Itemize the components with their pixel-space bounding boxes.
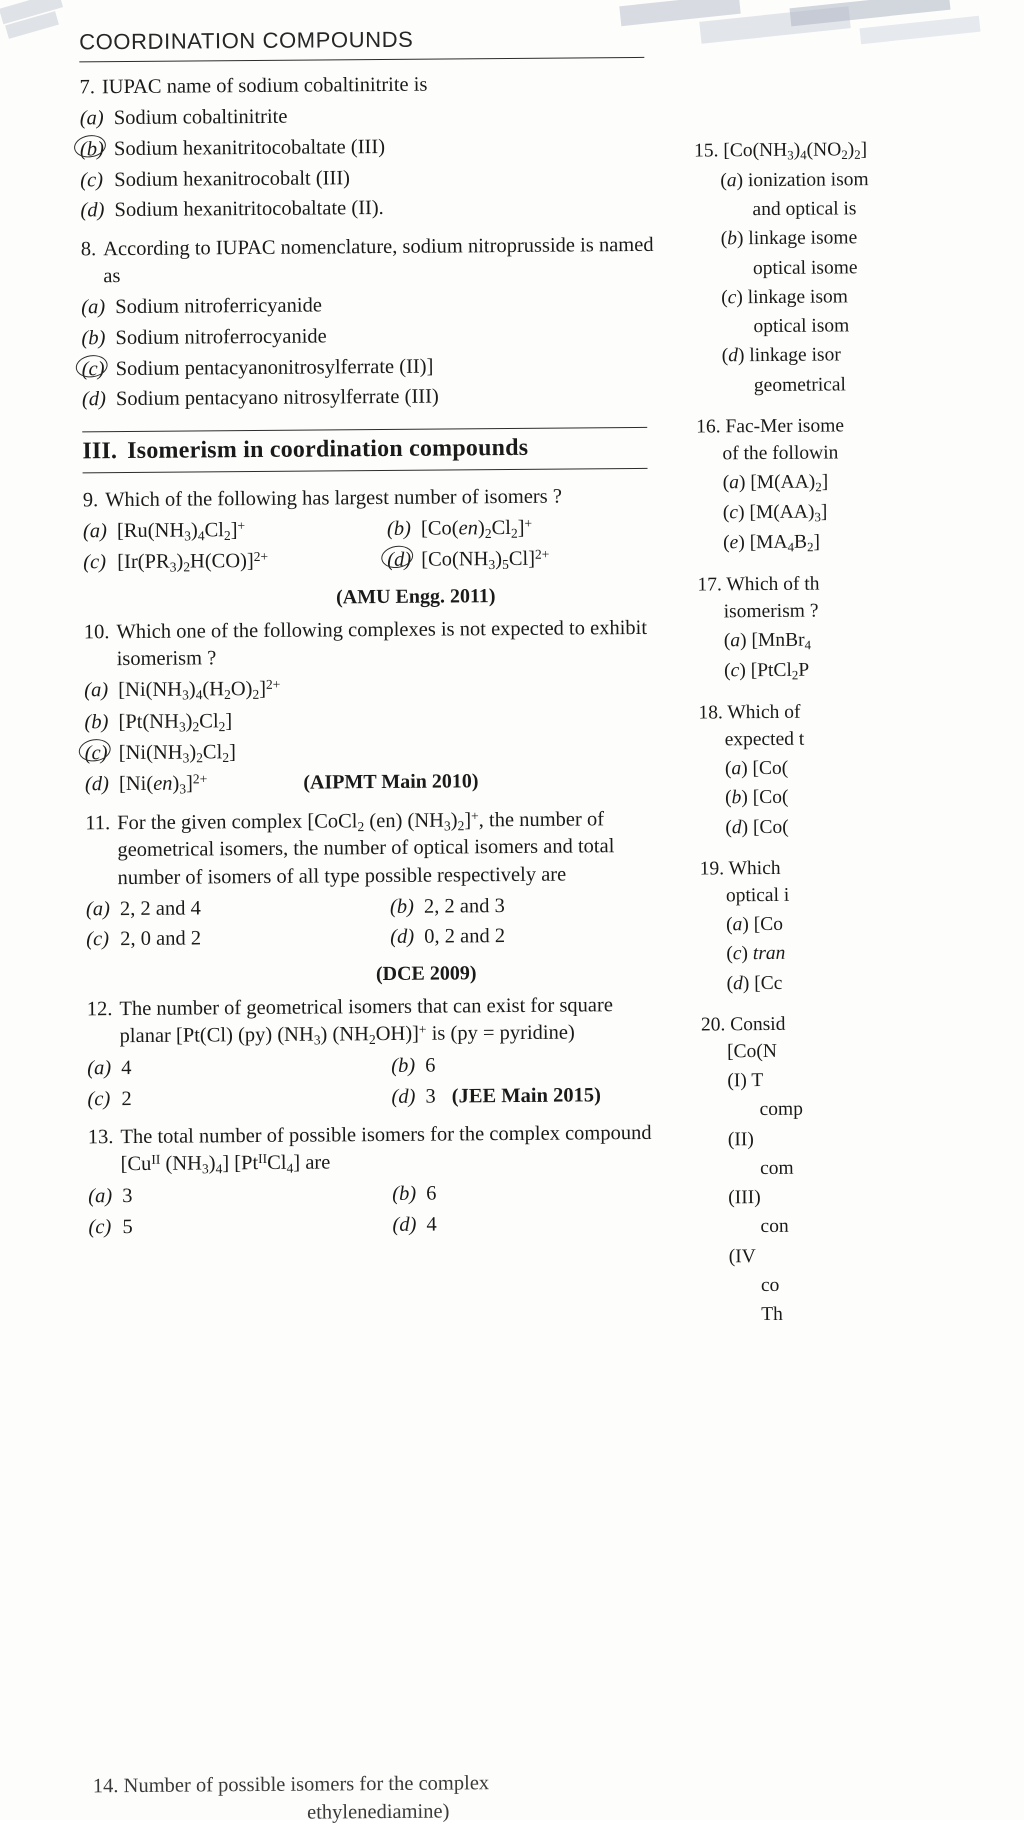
option-text: 0, 2 and 2: [424, 925, 506, 949]
section-title: Isomerism in coordination compounds: [127, 434, 529, 465]
right-column-line: (a) [Co(: [724, 757, 789, 780]
right-column-line: optical isom: [753, 315, 850, 338]
right-column-line: and optical is: [752, 198, 857, 221]
option-label: (b): [81, 327, 106, 350]
option-label: (c): [83, 551, 107, 574]
option-label: (d): [387, 545, 411, 576]
option-text: 6: [425, 1054, 436, 1077]
question-12: [87, 992, 667, 1051]
option-label: (b): [391, 1054, 416, 1077]
option[interactable]: [387, 512, 663, 545]
right-column-line: 16. Fac-Mer isome: [696, 415, 845, 438]
question-number: 7.: [79, 76, 95, 99]
right-column-line: 17. Which of th: [697, 573, 820, 596]
option-text: 4: [426, 1213, 437, 1236]
option-label: (c): [80, 168, 104, 191]
right-column-line: (d) linkage isor: [721, 344, 841, 367]
option[interactable]: [85, 733, 665, 769]
option-text: Sodium nitroferrocyanide: [115, 325, 327, 349]
section-roman: III.: [82, 438, 118, 465]
option-text: 2, 2 and 3: [423, 894, 505, 918]
option[interactable]: [87, 1051, 387, 1084]
option[interactable]: [81, 288, 661, 323]
right-column-line: 19. Which: [699, 857, 781, 880]
option-label: (a): [87, 1056, 112, 1080]
options-8: [81, 288, 662, 416]
options-7: [80, 99, 661, 227]
option-label: (c): [85, 738, 108, 769]
option[interactable]: [82, 349, 662, 384]
option[interactable]: [80, 191, 660, 226]
right-column-line: (IV: [728, 1245, 756, 1267]
option[interactable]: [80, 99, 660, 134]
right-column-line: (d) [Cc: [726, 972, 783, 994]
right-column-line: expected t: [724, 728, 805, 751]
options-10: [84, 671, 665, 800]
right-column-line: isomerism ?: [723, 600, 819, 623]
right-column-line: (II): [727, 1128, 754, 1150]
question-number: 11.: [85, 811, 111, 835]
options-11: [86, 889, 666, 955]
option-text: 5: [122, 1215, 133, 1238]
option[interactable]: [387, 543, 663, 576]
option-label: (a): [81, 296, 106, 319]
option-label: (a): [82, 520, 108, 543]
right-column-line: geometrical: [753, 373, 847, 396]
right-column-line: (a) [MnBr$_4$: [723, 629, 812, 653]
option[interactable]: [83, 545, 383, 578]
option-text: Sodium pentacyano nitrosylferrate (III): [115, 385, 439, 411]
question-number: 8.: [80, 238, 97, 261]
right-column-line: com: [759, 1157, 794, 1179]
right-column-line: (a) ionization isom: [720, 169, 869, 192]
option-label: (d): [392, 1213, 417, 1236]
option-label: (b): [80, 134, 104, 165]
question-10: [84, 615, 664, 674]
option-text: 2, 2 and 4: [119, 897, 201, 920]
option-label: (a): [84, 679, 109, 702]
option-text: Sodium hexanitritocobaltate (II).: [114, 197, 384, 222]
right-column-line: optical isome: [752, 256, 858, 279]
bottom-cut-line-1: 14. Number of possible isomers for the complex: [92, 1772, 490, 1798]
right-column-line: (a) [Co: [726, 913, 784, 936]
right-column-line: optical i: [725, 884, 790, 907]
option[interactable]: [390, 889, 666, 922]
option-formula: $[Ir(PR_3)_2H(CO)]^{2+}$: [117, 549, 269, 575]
question-text: For the given complex [CoCl$_2$ (en) $(NH_3)_2]^+$, the number of geometrical isomers, the number of optical isomers and total number of isomers of all type possible respectively are: [117, 808, 615, 889]
question-number: 10.: [83, 621, 110, 644]
option[interactable]: [391, 1049, 667, 1082]
right-column-line: co: [760, 1274, 780, 1296]
option[interactable]: [84, 671, 664, 707]
right-column-line: comp: [759, 1099, 803, 1121]
question-13: [88, 1120, 668, 1179]
option[interactable]: [392, 1177, 668, 1210]
question-8: [81, 232, 661, 291]
option-label: (c): [87, 1087, 111, 1110]
option[interactable]: [88, 1179, 388, 1212]
options-12: [87, 1049, 667, 1115]
right-column-line: (d) [Co(: [725, 816, 789, 838]
option-label: (b): [389, 895, 414, 918]
right-column-line: 18. Which of: [698, 701, 801, 724]
option[interactable]: [85, 764, 665, 800]
right-column-line: of the followin: [722, 442, 839, 465]
option-label: (a): [79, 107, 104, 130]
option-text: 6: [426, 1182, 437, 1205]
right-column-line: 20. Consid: [700, 1013, 786, 1036]
right-column-cropped: [694, 136, 1006, 1698]
option-label: (a): [85, 897, 110, 920]
option-label: (c): [82, 354, 105, 385]
option-text: 4: [121, 1056, 132, 1079]
section-heading: [82, 427, 647, 473]
question-text: IUPAC name of sodium cobaltinitrite is: [101, 73, 428, 99]
option-text: 2: [121, 1087, 132, 1110]
option[interactable]: [83, 514, 383, 547]
right-column-line: 15. $[Co(NH_3)_4(NO_2)_2]$: [693, 139, 868, 163]
option[interactable]: [391, 1079, 667, 1112]
option-label: (a): [88, 1185, 113, 1208]
right-column-line: [Co(N: [727, 1040, 778, 1063]
option-text: 3: [122, 1185, 133, 1208]
option-text: Sodium hexanitritocobaltate (III): [113, 135, 386, 160]
option-formula: $[Ni(NH_3)_2Cl_2]$: [118, 740, 236, 765]
page-title: COORDINATION COMPOUNDS: [79, 25, 644, 62]
option[interactable]: [390, 920, 666, 953]
bottom-cut-line-2: ethylenediamine): [306, 1800, 450, 1824]
source-citation: (JEE Main 2015): [451, 1083, 601, 1108]
right-column-line: (c) [PtCl$_2$P: [724, 659, 810, 683]
options-9: [83, 512, 663, 579]
question-text: Which of the following has largest number of isomers ?: [105, 485, 562, 512]
option-text: 3: [425, 1085, 436, 1108]
right-column-line: (c) $[M(AA)_3]$: [722, 501, 828, 525]
question-9: [83, 483, 663, 515]
right-column-line: Th: [761, 1304, 783, 1326]
option-formula: $[Ru(NH_3)_4Cl_2]^+$: [116, 518, 246, 544]
option[interactable]: [80, 130, 660, 165]
option-text: 2, 0 and 2: [120, 927, 202, 951]
option-label: (d): [390, 926, 415, 949]
option-formula: $[Co(en)_2Cl_2]^+$: [420, 515, 533, 542]
option[interactable]: [392, 1208, 668, 1241]
question-number: 12.: [86, 998, 113, 1021]
option-label: (b): [392, 1182, 417, 1206]
source-citation: (DCE 2009): [375, 962, 477, 986]
option-label: (d): [391, 1085, 416, 1108]
right-column-line: (b) [Co(: [725, 787, 789, 809]
option-formula: $[Ni(NH_3)_4(H_2O)_2]^{2+}$: [118, 677, 281, 703]
option[interactable]: [84, 702, 664, 738]
question-number: 9.: [82, 489, 99, 512]
right-column-line: (c) tran: [726, 943, 786, 965]
right-column-line: (a) $[M(AA)_2]$: [722, 471, 829, 495]
option-formula: $[Ni(en)_3]^{2+}$: [118, 770, 208, 797]
right-column-lines: [694, 136, 1003, 1330]
option-text: Sodium nitroferricyanide: [115, 294, 322, 319]
source-citation: (AIPMT Main 2010): [303, 769, 479, 794]
option-label: (c): [86, 928, 110, 951]
option-text: Sodium pentacyanonitrosylferrate (II)]: [115, 355, 434, 380]
option[interactable]: [81, 319, 661, 354]
question-11: [85, 806, 666, 892]
option[interactable]: [86, 892, 386, 925]
right-column-line: (b) linkage isome: [720, 227, 858, 250]
option-text: Sodium cobaltinitrite: [113, 105, 288, 130]
question-text: Which one of the following complexes is not expected to exhibit isomerism ?: [116, 617, 648, 671]
option-formula: $[Co(NH_3)_5Cl]^{2+}$: [421, 546, 550, 573]
option-label: (d): [84, 772, 109, 796]
right-column-line: (c) linkage isom: [721, 286, 849, 309]
option[interactable]: [86, 922, 386, 955]
question-7: [79, 70, 659, 102]
right-column-line: (III): [728, 1187, 761, 1209]
option-label: (b): [386, 517, 411, 541]
option-label: (d): [80, 199, 105, 222]
option-text: Sodium hexanitrocobalt (III): [114, 166, 351, 191]
question-text: According to IUPAC nomenclature, sodium nitroprusside is named as: [103, 233, 654, 288]
option-label: (d): [81, 388, 106, 411]
option-label: (c): [88, 1216, 112, 1239]
option[interactable]: [88, 1210, 388, 1243]
right-column-line: con: [760, 1216, 789, 1238]
source-citation: (AMU Engg. 2011): [336, 585, 496, 609]
right-column-line: (I) T: [727, 1070, 764, 1092]
question-number: 13.: [87, 1126, 114, 1149]
right-column-line: (e) $[MA_4B_2]$: [723, 531, 821, 555]
question-text: The number of geometrical isomers that can exist for square planar [Pt(Cl) (py) $(NH_3)$ $(NH_2OH)]^+$ is (py = pyridine): [119, 994, 614, 1048]
option[interactable]: [82, 380, 662, 415]
options-13: [88, 1177, 668, 1243]
option-label: (b): [84, 710, 109, 733]
option-formula: $[Pt(NH_3)_2Cl_2]$: [118, 709, 233, 734]
question-text: The total number of possible isomers for the complex compound [$Cu^{II}$ $(NH_3)_4$] $[Pt^{II}Cl_4]$ are: [120, 1122, 652, 1177]
left-column: [79, 25, 669, 1253]
option[interactable]: [87, 1082, 387, 1115]
option[interactable]: [80, 160, 660, 195]
